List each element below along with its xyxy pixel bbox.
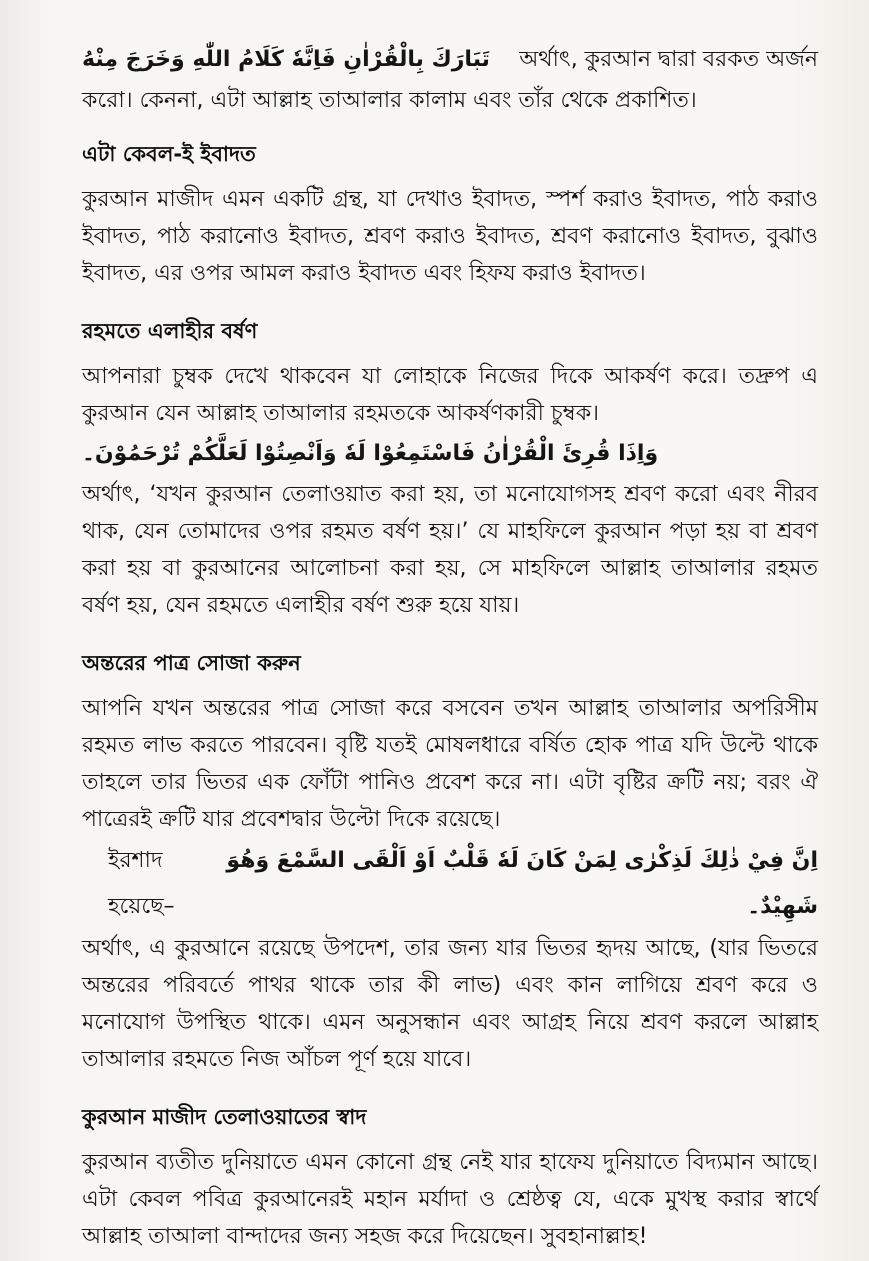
section-body-antor-translation: অর্থাৎ, এ কুরআনে রয়েছে উপদেশ, তার জন্য যার ভিতর হৃদয় আছে, (যার ভিতরে অন্তরের পরিবর্তে পাথর থাকে তার কী লাভ) এবং কান লাগিয়ে শ্রবণ করে ও মনোযোগ উপস্থিত থাকে। এমন অনুসন্ধান এবং আগ্রহ নিয়ে শ্রবণ করলে আল্লাহ তাআলার রহমতে নিজ আঁচল পূর্ণ হয়ে যাবে। <box>82 936 818 1072</box>
section-body-antor: আপনি যখন অন্তরের পাত্র সোজা করে বসবেন তখন আল্লাহ তাআলার অপরিসীম রহমত লাভ করতে পারবেন। বৃষ্টি যতই মোষলধারে বর্ষিত হোক পাত্র যদি উল্টে থাকে তাহলে তার ভিতর এক ফোঁটা পানিও প্রবেশ করে না। এটা বৃষ্টির ক্রটি নয়; বরং ঐ পাত্রেরই ক্রটি যার প্রবেশদ্বার উল্টো দিকে রয়েছে। <box>82 696 818 832</box>
ayah-rahmat-line <box>82 432 818 476</box>
section-heading-ibadat: এটা কেবল-ই ইবাদত <box>82 142 256 166</box>
intro-line-1 <box>82 38 818 82</box>
ayah-antor: اِنَّ فِيْ ذٰلِكَ لَذِكْرٰى لِمَنْ كَانَ لَهٗ قَلْبٌ اَوْ اَلْقَى السَّمْعَ وَهُوَ شَهِيْدٌ۔ <box>226 848 818 919</box>
section-body-rahmat: আপনারা চুম্বক দেখে থাকবেন যা লোহাকে নিজের দিকে আকর্ষণ করে। তদ্রুপ এ কুরআন যেন আল্লাহ তাআলার রহমতকে আকর্ষণকারী চুম্বক। <box>82 364 818 426</box>
section-heading-rahmat: রহমতে এলাহীর বর্ষণ <box>82 319 258 343</box>
section-body-swad: কুরআন ব্যতীত দুনিয়াতে এমন কোনো গ্রন্থ নেই যার হাফেয দুনিয়াতে বিদ্যমান আছে। এটা কেবল পবিত্র কুরআনেরই মহান মর্যাদা ও শ্রেষ্ঠত্ব যে, একে মুখস্থ করার স্বার্থে আল্লাহ তাআলা বান্দাদের জন্য সহজ করে দিয়েছেন। সুবহানাল্লাহ! <box>82 1150 818 1249</box>
section-heading-antor: অন্তরের পাত্র সোজা করুন <box>82 651 301 675</box>
page-content <box>82 38 818 1255</box>
ayah-rahmat: وَاِذَا قُرِئَ الْقُرْاٰنُ فَاسْتَمِعُوْا لَهٗ وَاَنْصِتُوْا لَعَلَّكُمْ تُرْحَمُوْنَ۔ <box>82 441 659 466</box>
ayah-antor-line <box>82 838 818 930</box>
section-body-ibadat: কুরআন মাজীদ এমন একটি গ্রন্থ, যা দেখাও ইবাদত, স্পর্শ করাও ইবাদত, পাঠ করাও ইবাদত, পাঠ করানোও ইবাদত, শ্রবণ করাও ইবাদত, শ্রবণ করানোও ইবাদত, বুঝাও ইবাদত, এর ওপর আমল করাও ইবাদত এবং হিফয করাও ইবাদত। <box>82 187 818 286</box>
intro-arabic-phrase: تَبَارَكَ بِالْقُرْاٰنِ فَاِنَّهٗ كَلَامُ اللّٰهِ وَخَرَجَ مِنْهُ <box>82 47 490 72</box>
section-heading-swad: কুরআন মাজীদ তেলাওয়াতের স্বাদ <box>82 1105 367 1129</box>
ayah-antor-intro: ইরশাদ হয়েছে– <box>108 848 175 919</box>
intro-line-2: করো। কেননা, এটা আল্লাহ তাআলার কালাম এবং তাঁর থেকে প্রকাশিত। <box>82 88 697 113</box>
section-body-rahmat-translation: অর্থাৎ, ‘যখন কুরআন তেলাওয়াত করা হয়, তা মনোযোগসহ শ্রবণ করো এবং নীরব থাক, যেন তোমাদের ওপর রহমত বর্ষণ হয়।’ যে মাহফিলে কুরআন পড়া হয় বা শ্রবণ করা হয় বা কুরআনের আলোচনা করা হয়, সে মাহফিলে আল্লাহ তাআলার রহমত বর্ষণ হয়, যেন রহমতে এলাহীর বর্ষণ শুরু হয়ে যায়। <box>82 482 818 618</box>
intro-translation-start: অর্থাৎ, কুরআন দ্বারা বরকত অর্জন <box>519 47 818 72</box>
